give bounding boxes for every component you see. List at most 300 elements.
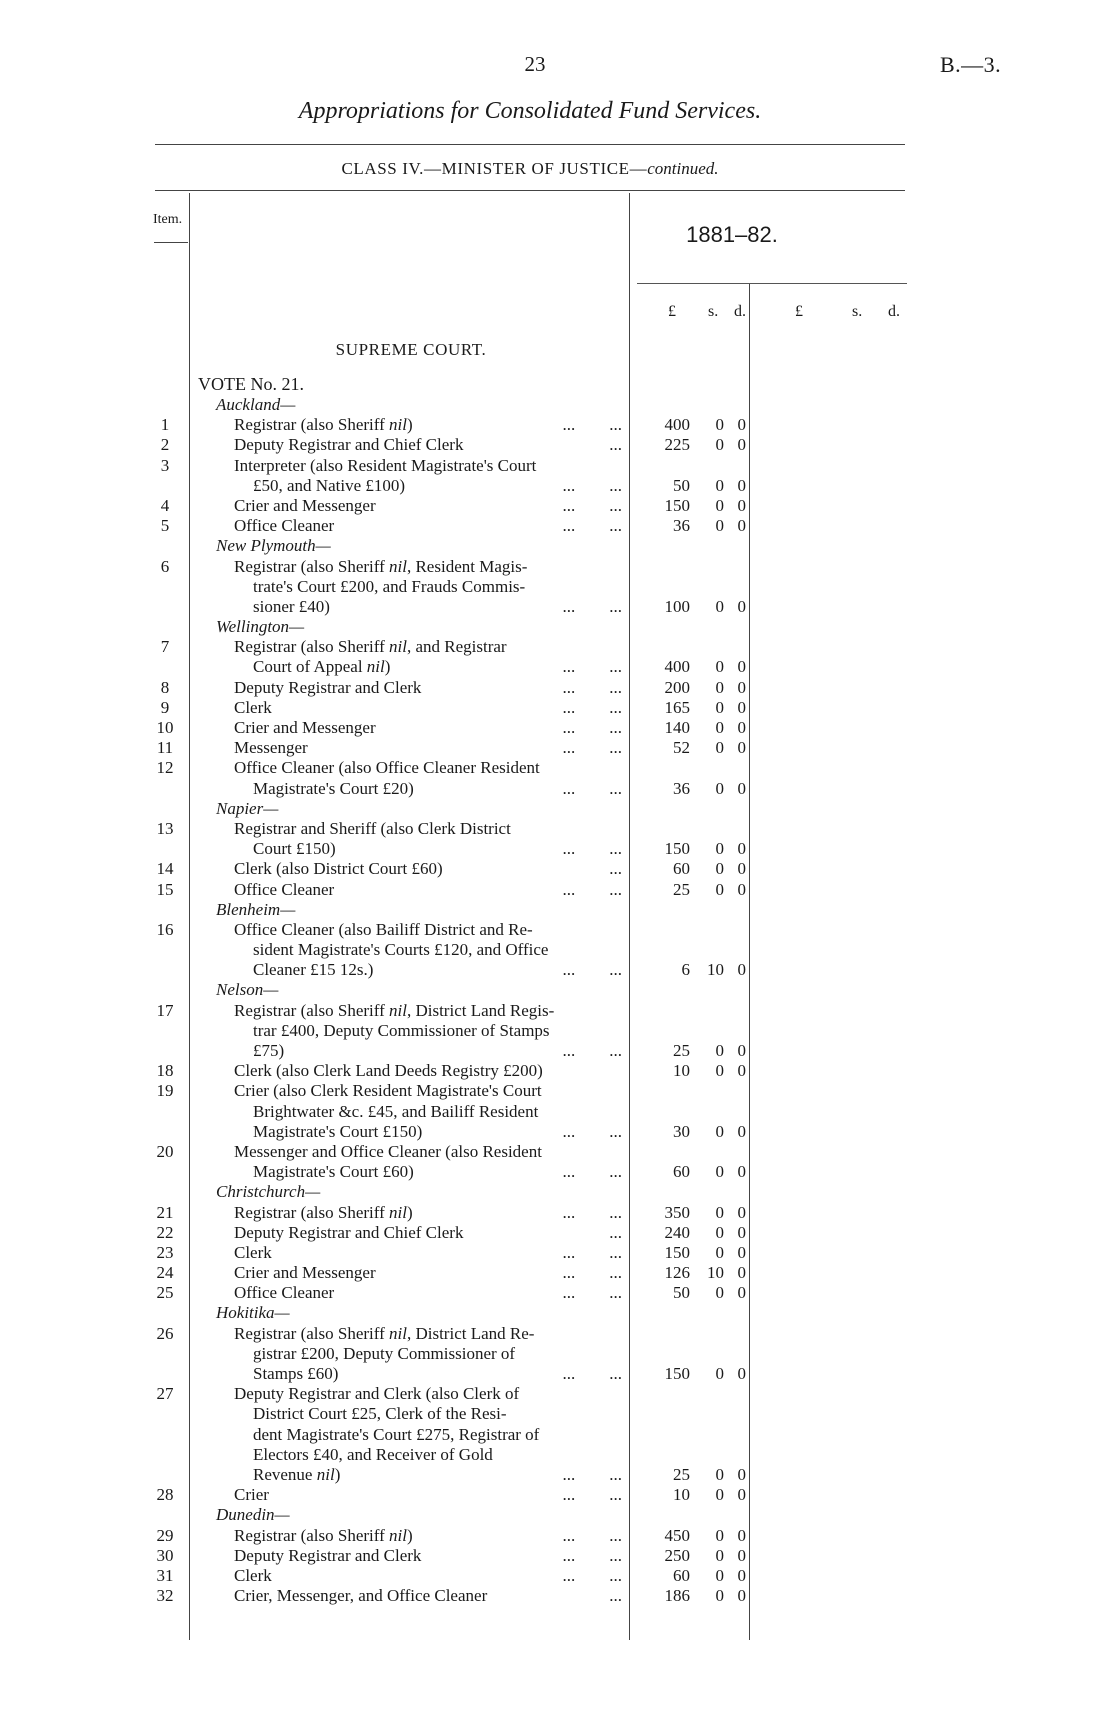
- pound-header-2: £: [795, 303, 803, 320]
- amount-shillings: 0: [715, 1061, 724, 1081]
- amount-shillings: 0: [715, 1485, 724, 1505]
- leader-dots: ...: [609, 859, 622, 879]
- table-row: [0, 940, 1114, 960]
- amount-pounds: 30: [673, 1121, 690, 1141]
- item-description: Court £150): [253, 839, 336, 859]
- table-row: [0, 1061, 1114, 1081]
- amount-pounds: 10: [673, 1061, 690, 1081]
- table-row: [0, 1404, 1114, 1424]
- item-description: Registrar (also Sheriff nil, and Registrar: [234, 637, 507, 657]
- place-heading-row: [0, 799, 1114, 819]
- amount-pence: 0: [737, 435, 746, 455]
- item-number: 17: [156, 1000, 174, 1020]
- amount-shillings: 0: [715, 718, 724, 737]
- item-description: Deputy Registrar and Clerk: [234, 1545, 422, 1565]
- table-row: [0, 657, 1114, 677]
- year-header: 1881–82.: [686, 222, 778, 247]
- item-description: Crier: [234, 1485, 269, 1505]
- item-description: Office Cleaner (also Office Cleaner Resident: [234, 758, 540, 778]
- amount-pence: 0: [737, 960, 746, 980]
- amount-pounds: 10: [673, 1485, 690, 1505]
- item-description: District Court £25, Clerk of the Resi-: [253, 1404, 507, 1424]
- leader-dots: ...: [609, 1586, 622, 1606]
- amount-shillings: 0: [715, 839, 724, 859]
- amount-pence: 0: [737, 1162, 746, 1182]
- amount-pounds: 225: [664, 435, 690, 455]
- amount-shillings: 0: [715, 1162, 724, 1182]
- table-row: [0, 1001, 1114, 1021]
- page-number: 23: [524, 52, 546, 76]
- leader-dots: ... ...: [562, 1525, 622, 1545]
- table-row: [0, 456, 1114, 476]
- item-description: Registrar (also Sheriff nil): [234, 415, 413, 435]
- amount-pounds: 250: [664, 1545, 690, 1565]
- place-name: Nelson—: [216, 980, 279, 1000]
- item-number: 23: [156, 1242, 174, 1262]
- item-number: 28: [156, 1485, 174, 1505]
- table-row: [0, 880, 1114, 900]
- class-heading: [0, 159, 1060, 179]
- table-row: [0, 1142, 1114, 1162]
- amount-shillings: 0: [715, 1283, 724, 1303]
- amount-shillings: 0: [715, 1464, 724, 1484]
- item-number: 3: [160, 455, 170, 475]
- amount-pounds: 140: [664, 718, 690, 737]
- table-row: [0, 1081, 1114, 1101]
- item-number: 9: [160, 697, 170, 717]
- amount-pounds: 52: [673, 738, 690, 758]
- table-row: [0, 698, 1114, 718]
- amount-pounds: 186: [664, 1586, 690, 1606]
- table-row: [0, 1041, 1114, 1061]
- amount-pounds: 100: [664, 596, 690, 616]
- amount-pounds: 165: [664, 697, 690, 717]
- leader-dots: ...: [609, 435, 622, 455]
- table-row: [0, 1526, 1114, 1546]
- place-name: Hokitika—: [216, 1303, 290, 1323]
- table-row: [0, 718, 1114, 738]
- leader-dots: ... ...: [562, 475, 622, 495]
- amount-shillings: 0: [715, 475, 724, 495]
- item-description: Registrar (also Sheriff nil, District Land Re-: [234, 1323, 535, 1343]
- amount-pounds: 60: [673, 859, 690, 879]
- item-number: 4: [160, 495, 170, 515]
- amount-pounds: 50: [673, 1283, 690, 1303]
- table-row: [0, 1102, 1114, 1122]
- item-description: Registrar (also Sheriff nil, District Land Regis-: [234, 1000, 555, 1020]
- item-number: 8: [160, 677, 170, 697]
- amount-shillings: 0: [715, 415, 724, 435]
- leader-dots: ... ...: [562, 960, 622, 980]
- item-description: Magistrate's Court £60): [253, 1162, 414, 1182]
- item-description: dent Magistrate's Court £275, Registrar of: [253, 1424, 540, 1444]
- appropriation-table: [0, 395, 1114, 1606]
- leader-dots: ... ...: [562, 1242, 622, 1262]
- amount-shillings: 0: [715, 738, 724, 758]
- amount-pence: 0: [737, 1061, 746, 1081]
- amount-pounds: 350: [664, 1202, 690, 1222]
- table-row: [0, 516, 1114, 536]
- amount-pence: 0: [737, 1545, 746, 1565]
- item-description: Magistrate's Court £150): [253, 1121, 423, 1141]
- table-row: [0, 1465, 1114, 1485]
- item-description: Magistrate's Court £20): [253, 778, 414, 798]
- table-row: [0, 1223, 1114, 1243]
- page-title: Appropriations for Consolidated Fund Services.: [298, 98, 762, 124]
- item-number: 18: [156, 1061, 174, 1081]
- table-row: [0, 637, 1114, 657]
- item-number: 10: [156, 718, 174, 737]
- amount-pence: 0: [737, 879, 746, 899]
- leader-dots: ... ...: [562, 495, 622, 515]
- item-description: Clerk (also Clerk Land Deeds Registry £200): [234, 1061, 543, 1081]
- table-row: [0, 1425, 1114, 1445]
- amount-shillings: 0: [715, 697, 724, 717]
- leader-dots: ... ...: [562, 516, 622, 536]
- amount-pence: 0: [737, 1464, 746, 1484]
- item-number: 24: [156, 1263, 174, 1283]
- table-row: [0, 1586, 1114, 1606]
- amount-shillings: 0: [715, 1222, 724, 1242]
- item-description: Clerk: [234, 1565, 272, 1585]
- table-row: [0, 1324, 1114, 1344]
- leader-dots: ... ...: [562, 1364, 622, 1383]
- place-heading-row: [0, 536, 1114, 556]
- item-description: Office Cleaner (also Bailiff District and Re-: [234, 919, 533, 939]
- table-row: [0, 839, 1114, 859]
- amount-shillings: 10: [707, 1263, 724, 1283]
- item-number: 25: [156, 1283, 174, 1303]
- item-description: Office Cleaner: [234, 879, 335, 899]
- place-name: Napier—: [216, 798, 279, 818]
- amount-shillings: 0: [715, 1545, 724, 1565]
- item-number: 30: [156, 1545, 174, 1565]
- amount-pounds: 36: [673, 516, 690, 536]
- item-description: Brightwater &c. £45, and Bailiff Resident: [253, 1101, 539, 1121]
- amount-shillings: 0: [715, 1041, 724, 1060]
- item-header-rule: [154, 242, 188, 243]
- table-row: [0, 678, 1114, 698]
- table-row: [0, 476, 1114, 496]
- amount-pounds: 6: [681, 960, 690, 980]
- leader-dots: ... ...: [562, 1263, 622, 1283]
- amount-pence: 0: [737, 677, 746, 697]
- amount-pence: 0: [737, 1283, 746, 1303]
- class-heading-rule: [155, 190, 905, 191]
- table-row: [0, 597, 1114, 617]
- shilling-header-2: s.: [852, 303, 863, 320]
- item-number: 31: [156, 1565, 174, 1585]
- amount-shillings: 0: [715, 596, 724, 616]
- amount-shillings: 0: [715, 778, 724, 798]
- amount-pence: 0: [737, 1525, 746, 1545]
- leader-dots: ... ...: [562, 879, 622, 899]
- table-row: [0, 1162, 1114, 1182]
- item-description: Court of Appeal nil): [253, 657, 391, 677]
- amount-pence: 0: [737, 516, 746, 536]
- leader-dots: ...: [609, 1222, 622, 1242]
- amount-shillings: 0: [715, 677, 724, 697]
- item-description: £75): [253, 1041, 285, 1060]
- table-row: [0, 435, 1114, 455]
- item-number: 13: [156, 818, 174, 838]
- table-row: [0, 1485, 1114, 1505]
- amount-pounds: 60: [673, 1565, 690, 1585]
- item-description: sident Magistrate's Courts £120, and Office: [253, 940, 549, 960]
- amount-shillings: 0: [715, 1202, 724, 1222]
- place-name: Blenheim—: [216, 899, 296, 919]
- item-description: Revenue nil): [253, 1464, 341, 1484]
- place-name: Wellington—: [216, 617, 305, 637]
- amount-pence: 0: [737, 596, 746, 616]
- item-description: Deputy Registrar and Clerk: [234, 677, 422, 697]
- table-row: [0, 758, 1114, 778]
- table-row: [0, 960, 1114, 980]
- item-description: Cleaner £15 12s.): [253, 960, 374, 980]
- amount-pounds: 25: [673, 1464, 690, 1484]
- leader-dots: ... ...: [562, 596, 622, 616]
- place-heading-row: [0, 617, 1114, 637]
- leader-dots: ... ...: [562, 778, 622, 798]
- leader-dots: ... ...: [562, 1565, 622, 1585]
- item-description: Stamps £60): [253, 1364, 339, 1383]
- item-description: Deputy Registrar and Chief Clerk: [234, 435, 464, 455]
- class-heading-continued: continued.: [647, 159, 719, 178]
- amount-pounds: 36: [673, 778, 690, 798]
- table-row: [0, 1021, 1114, 1041]
- table-row: [0, 779, 1114, 799]
- item-number: 1: [160, 415, 170, 435]
- item-description: Office Cleaner: [234, 516, 335, 536]
- leader-dots: ... ...: [562, 697, 622, 717]
- section-title: SUPREME COURT.: [335, 340, 487, 359]
- amount-pence: 0: [737, 778, 746, 798]
- place-heading-row: [0, 395, 1114, 415]
- item-description: trate's Court £200, and Frauds Commis-: [253, 576, 526, 596]
- place-heading-row: [0, 980, 1114, 1000]
- item-number: 7: [160, 637, 170, 657]
- item-number: 6: [160, 556, 170, 576]
- place-heading-row: [0, 1505, 1114, 1525]
- item-number: 27: [156, 1384, 174, 1404]
- table-row: [0, 1566, 1114, 1586]
- table-row: [0, 920, 1114, 940]
- amount-pounds: 400: [664, 657, 690, 677]
- amount-pence: 0: [737, 738, 746, 758]
- item-number: 15: [156, 879, 174, 899]
- item-number: 29: [156, 1525, 174, 1545]
- amount-shillings: 0: [715, 1565, 724, 1585]
- table-row: [0, 496, 1114, 516]
- table-row: [0, 1546, 1114, 1566]
- amount-pence: 0: [737, 415, 746, 435]
- item-description: Messenger: [234, 738, 308, 758]
- leader-dots: ... ...: [562, 1202, 622, 1222]
- amount-pounds: 50: [673, 475, 690, 495]
- item-description: gistrar £200, Deputy Commissioner of: [253, 1343, 516, 1363]
- vote-number: VOTE No. 21.: [198, 374, 304, 394]
- amount-pence: 0: [737, 657, 746, 677]
- table-row: [0, 1263, 1114, 1283]
- amount-shillings: 0: [715, 879, 724, 899]
- amount-shillings: 0: [715, 1586, 724, 1606]
- document-reference: B.—3.: [940, 52, 1002, 77]
- table-row: [0, 1344, 1114, 1364]
- leader-dots: ... ...: [562, 1041, 622, 1060]
- amount-pounds: 450: [664, 1525, 690, 1545]
- pound-header-1: £: [668, 303, 676, 320]
- amount-pence: 0: [737, 1565, 746, 1585]
- amount-pounds: 150: [664, 839, 690, 859]
- amount-pounds: 400: [664, 415, 690, 435]
- amount-shillings: 0: [715, 516, 724, 536]
- item-description: trar £400, Deputy Commissioner of Stamps: [253, 1020, 550, 1040]
- place-heading-row: [0, 900, 1114, 920]
- amount-pence: 0: [737, 1263, 746, 1283]
- class-heading-main: CLASS IV.—MINISTER OF JUSTICE—: [341, 159, 648, 178]
- table-row: [0, 1364, 1114, 1384]
- amount-shillings: 10: [707, 960, 724, 980]
- item-number: 16: [156, 919, 174, 939]
- leader-dots: ... ...: [562, 415, 622, 435]
- item-description: Registrar (also Sheriff nil, Resident Magis-: [234, 556, 528, 576]
- amount-pounds: 25: [673, 879, 690, 899]
- amount-shillings: 0: [715, 435, 724, 455]
- amount-shillings: 0: [715, 1525, 724, 1545]
- item-number: 19: [156, 1081, 174, 1101]
- amount-pence: 0: [737, 1242, 746, 1262]
- item-description: Registrar (also Sheriff nil): [234, 1525, 413, 1545]
- item-description: sioner £40): [253, 596, 330, 616]
- item-description: Electors £40, and Receiver of Gold: [253, 1444, 493, 1464]
- table-row: [0, 1283, 1114, 1303]
- place-heading-row: [0, 1303, 1114, 1323]
- item-description: Crier and Messenger: [234, 718, 376, 737]
- table-row: [0, 1203, 1114, 1223]
- amount-pounds: 240: [664, 1222, 690, 1242]
- amount-pounds: 25: [673, 1041, 690, 1060]
- item-description: £50, and Native £100): [253, 475, 406, 495]
- amount-pounds: 150: [664, 495, 690, 515]
- leader-dots: ... ...: [562, 1162, 622, 1182]
- item-description: Crier (also Clerk Resident Magistrate's Court: [234, 1081, 542, 1101]
- place-name: Dunedin—: [216, 1505, 290, 1525]
- leader-dots: ... ...: [562, 1464, 622, 1484]
- item-description: Deputy Registrar and Clerk (also Clerk of: [234, 1384, 520, 1404]
- item-description: Messenger and Office Cleaner (also Resident: [234, 1141, 542, 1161]
- table-row: [0, 1384, 1114, 1404]
- pence-header-1: d.: [734, 303, 746, 320]
- table-row: [0, 1122, 1114, 1142]
- item-description: Clerk: [234, 697, 272, 717]
- amount-pounds: 150: [664, 1364, 690, 1383]
- item-description: Registrar (also Sheriff nil): [234, 1202, 413, 1222]
- place-name: Christchurch—: [216, 1182, 321, 1202]
- leader-dots: ... ...: [562, 1545, 622, 1565]
- amount-pence: 0: [737, 1041, 746, 1060]
- item-number: 5: [160, 516, 170, 536]
- leader-dots: ... ...: [562, 738, 622, 758]
- table-row: [0, 577, 1114, 597]
- leader-dots: ... ...: [562, 677, 622, 697]
- item-description: Deputy Registrar and Chief Clerk: [234, 1222, 464, 1242]
- amount-shillings: 0: [715, 1121, 724, 1141]
- item-description: Registrar and Sheriff (also Clerk District: [234, 818, 511, 838]
- year-rule: [637, 283, 907, 284]
- amount-shillings: 0: [715, 657, 724, 677]
- table-row: [0, 819, 1114, 839]
- amount-shillings: 0: [715, 495, 724, 515]
- item-description: Crier, Messenger, and Office Cleaner: [234, 1586, 488, 1606]
- amount-pence: 0: [737, 475, 746, 495]
- item-number: 21: [156, 1202, 174, 1222]
- amount-shillings: 0: [715, 1364, 724, 1383]
- item-description: Clerk (also District Court £60): [234, 859, 443, 879]
- item-number: 12: [156, 758, 174, 778]
- item-description: Crier and Messenger: [234, 495, 376, 515]
- amount-pence: 0: [737, 1222, 746, 1242]
- leader-dots: ... ...: [562, 657, 622, 677]
- amount-shillings: 0: [715, 859, 724, 879]
- item-number: 11: [156, 738, 174, 758]
- item-description: Office Cleaner: [234, 1283, 335, 1303]
- amount-pounds: 200: [664, 677, 690, 697]
- leader-dots: ... ...: [562, 718, 622, 737]
- top-rule: [155, 144, 905, 145]
- table-row: [0, 415, 1114, 435]
- item-column-header: Item.: [153, 212, 183, 227]
- place-name: New Plymouth—: [216, 536, 331, 556]
- amount-pounds: 150: [664, 1242, 690, 1262]
- amount-pence: 0: [737, 1364, 746, 1383]
- table-row: [0, 1445, 1114, 1465]
- item-number: 26: [156, 1323, 174, 1343]
- shilling-header-1: s.: [708, 303, 719, 320]
- item-description: Clerk: [234, 1242, 272, 1262]
- amount-pence: 0: [737, 1121, 746, 1141]
- item-number: 14: [156, 859, 174, 879]
- amount-pence: 0: [737, 859, 746, 879]
- amount-shillings: 0: [715, 1242, 724, 1262]
- amount-pounds: 126: [664, 1263, 690, 1283]
- amount-pence: 0: [737, 1485, 746, 1505]
- item-description: Crier and Messenger: [234, 1263, 376, 1283]
- item-number: 20: [156, 1141, 174, 1161]
- leader-dots: ... ...: [562, 1283, 622, 1303]
- amount-pence: 0: [737, 718, 746, 737]
- amount-pence: 0: [737, 1202, 746, 1222]
- amount-pence: 0: [737, 697, 746, 717]
- amount-pence: 0: [737, 495, 746, 515]
- item-number: 22: [156, 1222, 174, 1242]
- place-name: Auckland—: [216, 395, 296, 414]
- amount-pence: 0: [737, 839, 746, 859]
- item-number: 2: [160, 435, 170, 455]
- item-number: 32: [156, 1586, 174, 1606]
- item-description: Interpreter (also Resident Magistrate's Court: [234, 455, 537, 475]
- table-row: [0, 859, 1114, 879]
- amount-pounds: 60: [673, 1162, 690, 1182]
- amount-pence: 0: [737, 1586, 746, 1606]
- table-row: [0, 1243, 1114, 1263]
- pence-header-2: d.: [888, 303, 900, 320]
- leader-dots: ... ...: [562, 839, 622, 859]
- leader-dots: ... ...: [562, 1485, 622, 1505]
- table-row: [0, 557, 1114, 577]
- place-heading-row: [0, 1182, 1114, 1202]
- leader-dots: ... ...: [562, 1121, 622, 1141]
- table-row: [0, 738, 1114, 758]
